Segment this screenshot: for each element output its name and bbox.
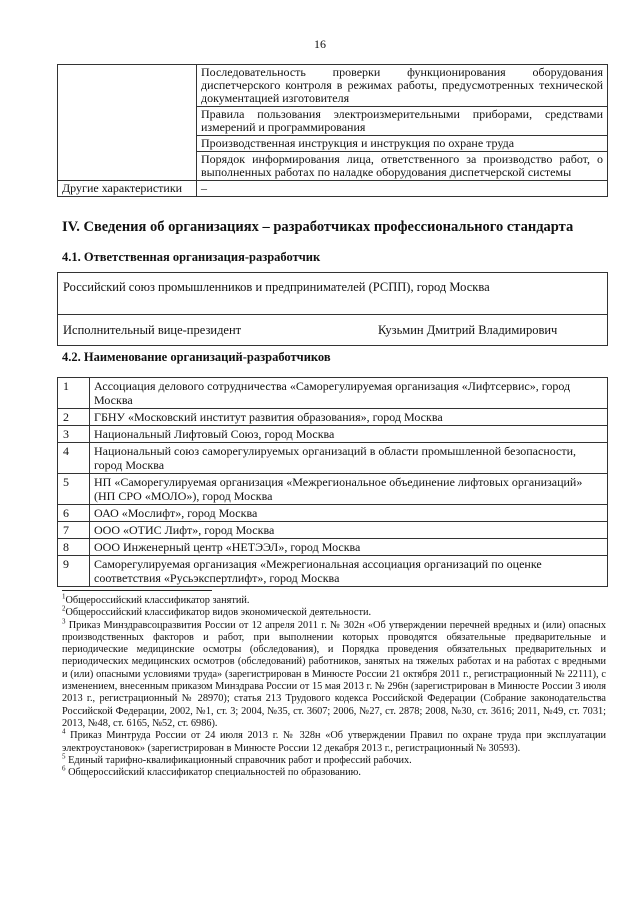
row-number: 8: [58, 539, 90, 556]
knowledge-item: Последовательность проверки функционирования оборудования диспетчерского контроля в режимах работы, предусмотренных технической документацией изготовителя: [197, 65, 608, 107]
row-number: 3: [58, 426, 90, 443]
footnote-text: Общероссийский классификатор видов экономической деятельности.: [65, 607, 372, 619]
developer-name: Саморегулируемая организация «Межрегиональная ассоциация организаций по оценке соответствия «Русьэкспертлифт», город Москва: [90, 556, 608, 587]
footnote-mark: 3: [62, 617, 66, 626]
empty-label-cell: [58, 65, 197, 181]
other-characteristics-label: Другие характеристики: [58, 181, 197, 197]
table-row: [58, 505, 608, 522]
footnote-text: Общероссийский классификатор занятий.: [65, 595, 250, 606]
developers-table: [57, 377, 608, 587]
footnotes: [62, 592, 606, 779]
footnote-text: Общероссийский классификатор специальностей по образованию.: [65, 767, 361, 779]
subsection-title-developers: 4.2. Наименование организаций-разработчиков: [62, 350, 331, 364]
footnote-text: Приказ Минздравсоцразвития России от 12 апреля 2011 г. № 302н «Об утверждении перечней вредных и (или) опасных производственных факторов и работ, при выполнении которых проводятся обязательные предварительные и периодические медицинские осмотры (обследования), и Порядка проведения обязательных предварительных и периодических медицинских осмотров (обследований) работников, занятых на тяжелых работах и на работах с вредными и (или) опасными условиями труда» (зарегистрирован в Минюсте России 21 октября 2011 г., регистрационный № 22111), с изменением, внесенным приказом Минздрава России от 15 мая 2013 г. № 296н (зарегистрирован в Минюсте России 3 июля 2013 г., регистрационный № 28970); статья 213 Трудового кодекса Российской Федерации (Собрание законодательства Российской Федерации, 2002, №1, ст. 3; 2004, №35, ст. 3607; 2006, №27, ст. 2878; 2008, №30, ст. 3616; 2011, №49, ст. 7031; 2013, №48, ст. 6165, №52, ст. 6986).: [62, 619, 606, 729]
footnote: [62, 604, 606, 619]
footnote-text: Единый тарифно-квалификационный справочник работ и профессий рабочих.: [65, 754, 412, 766]
row-number: 7: [58, 522, 90, 539]
responsible-person: Кузьмин Дмитрий Владимирович: [368, 315, 608, 346]
table-row: [58, 556, 608, 587]
other-characteristics-value: –: [197, 181, 608, 197]
footnote-mark: 5: [62, 752, 66, 761]
developer-name: Ассоциация делового сотрудничества «Саморегулируемая организация «Лифтсервис», город Москва: [90, 378, 608, 409]
footnote-mark: 2: [62, 604, 66, 613]
footnote-mark: 4: [62, 727, 66, 736]
developer-name: ООО «ОТИС Лифт», город Москва: [90, 522, 608, 539]
section-title: IV. Сведения об организациях – разработчиках профессионального стандарта: [62, 219, 574, 235]
row-number: 1: [58, 378, 90, 409]
developer-name: Национальный союз саморегулируемых организаций в области промышленной безопасности, город Москва: [90, 443, 608, 474]
table-row: [58, 474, 608, 505]
developer-name: Национальный Лифтовый Союз, город Москва: [90, 426, 608, 443]
table-row: [58, 409, 608, 426]
knowledge-item: Производственная инструкция и инструкция по охране труда: [197, 136, 608, 152]
footnote: [62, 764, 606, 779]
developer-name: НП «Саморегулируемая организация «Межрегиональное объединение лифтовых организаций» (НП СРО «МОЛО»), город Москва: [90, 474, 608, 505]
developer-name: ООО Инженерный центр «НЕТЭЭЛ», город Москва: [90, 539, 608, 556]
row-number: 5: [58, 474, 90, 505]
footnote: [62, 752, 606, 767]
subsection-title-responsible: 4.1. Ответственная организация-разработчик: [62, 250, 321, 264]
developer-name: ГБНУ «Московский институт развития образования», город Москва: [90, 409, 608, 426]
table-row: [58, 443, 608, 474]
footnote-text: Приказ Минтруда России от 24 июля 2013 г. № 328н «Об утверждении Правил по охране труда при эксплуатации электроустановок» (зарегистрирован в Минюсте России 12 декабря 2013 г., регистрационный № 30593).: [62, 730, 606, 754]
table-row: [58, 426, 608, 443]
responsible-organization-name: Российский союз промышленников и предпринимателей (РСПП), город Москва: [58, 273, 608, 315]
footnote: [62, 617, 606, 731]
row-number: 2: [58, 409, 90, 426]
row-number: 4: [58, 443, 90, 474]
knowledge-item: Порядок информирования лица, ответственного за производство работ, о выполненных работах по наладке оборудования диспетчерской системы: [197, 152, 608, 181]
page-number: 16: [314, 37, 326, 51]
table-row: [58, 539, 608, 556]
table-row: [58, 378, 608, 409]
footnote: [62, 727, 606, 755]
footnote-divider: [62, 590, 212, 591]
footnote: [62, 592, 606, 607]
row-number: 6: [58, 505, 90, 522]
table-row: [58, 522, 608, 539]
developer-name: ОАО «Мослифт», город Москва: [90, 505, 608, 522]
responsible-position: Исполнительный вице-президент: [58, 315, 369, 346]
knowledge-item: Правила пользования электроизмерительными приборами, средствами измерений и программирования: [197, 107, 608, 136]
row-number: 9: [58, 556, 90, 587]
footnote-mark: 1: [62, 592, 66, 601]
responsible-organization-box: [57, 272, 608, 346]
footnote-mark: 6: [62, 764, 66, 773]
skills-continuation-table: [57, 64, 608, 197]
